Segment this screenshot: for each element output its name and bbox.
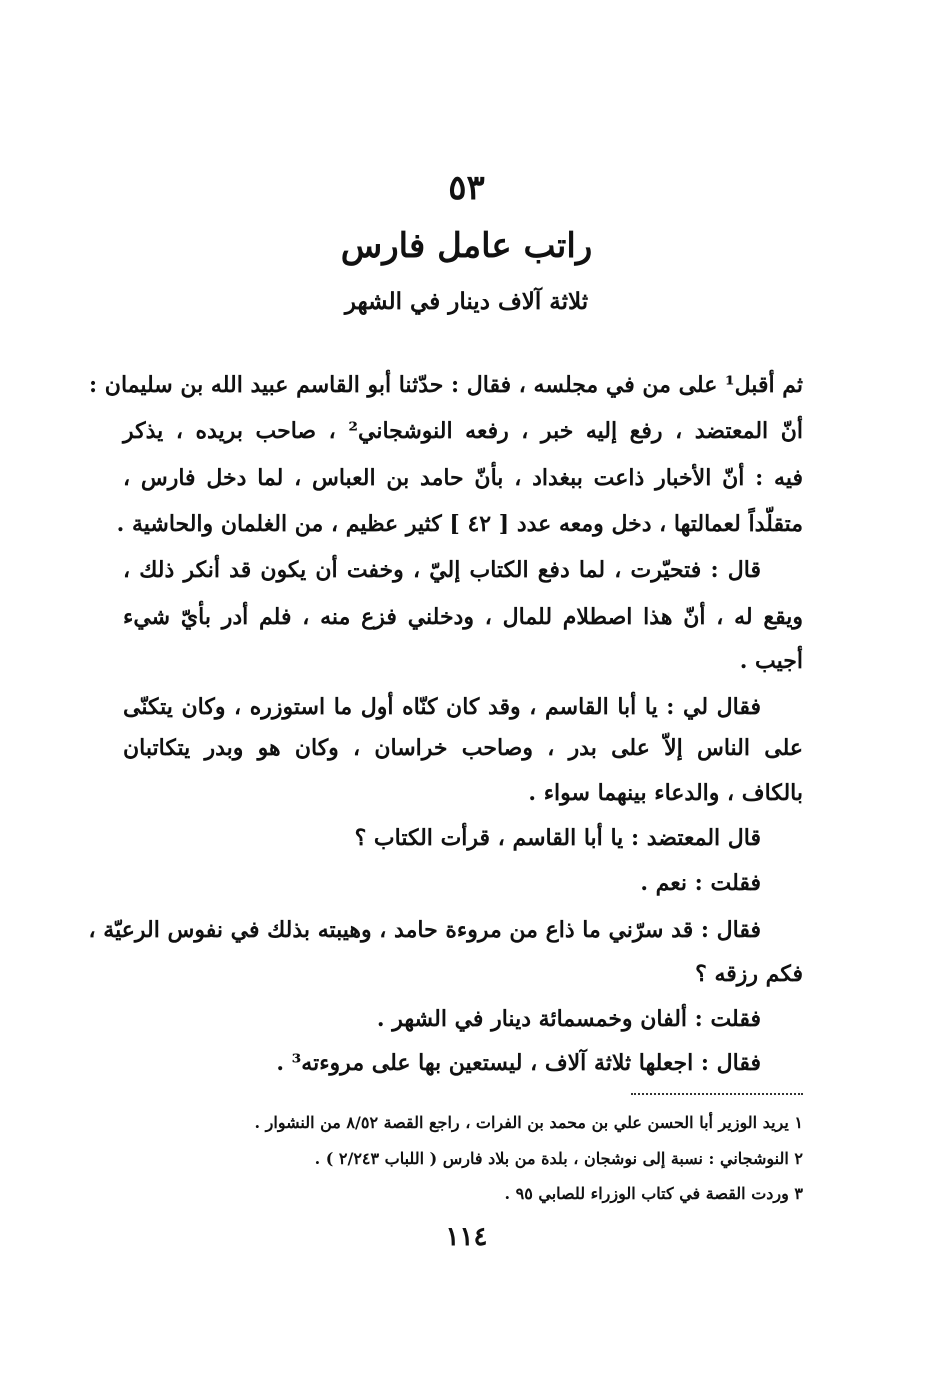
text-line: قال المعتضد : يا أبا القاسم ، قرأت الكتاب ؟ <box>354 825 761 851</box>
page-subtitle: ثلاثة آلاف دينار في الشهر <box>344 288 589 315</box>
page-title: راتب عامل فارس <box>340 226 593 266</box>
text-line: فقلت : ألفان وخمسمائة دينار في الشهر . <box>376 1006 761 1032</box>
text-line: قال : فتحيّرت ، لما دفع الكتاب إليّ ، وخفت أن يكون قد أنكر ذلك ، <box>123 557 761 583</box>
text-line: فقال لي : يا أبا القاسم ، وقد كان كنّاه أول ما استوزره ، وكان يتكنّى <box>123 694 761 720</box>
text-line: فكم رزقه ؟ <box>695 961 803 987</box>
text-line: ثم أقبل¹ على من في مجلسه ، فقال : حدّثنا أبو القاسم عبيد الله بن سليمان : <box>89 372 803 398</box>
text-line: فقلت : نعم . <box>640 870 761 896</box>
footnote-divider <box>631 1093 803 1095</box>
text-line: فقال : قد سرّني ما ذاع من مروءة حامد ، وهيبته بذلك في نفوس الرعيّة ، <box>88 917 761 943</box>
footnote: ٢ النوشجاني : نسبة إلى نوشجان ، بلدة من بلاد فارس ( اللباب ٢/٢٤٣ ) . <box>314 1149 803 1168</box>
text-line: ويقع له ، أنّ هذا اصطلام للمال ، ودخلني فزع منه ، فلم أدر بأيّ شيء <box>123 604 803 630</box>
text-line: متقلّداً لعمالتها ، دخل ومعه عدد [ ٤٢ ] كثير عظيم ، من الغلمان والحاشية . <box>116 511 803 537</box>
page-number: ١١٤ <box>445 1222 488 1252</box>
text-line: أجيب . <box>739 648 803 674</box>
text-line: فقال : اجعلها ثلاثة آلاف ، ليستعين بها على مروءته³ . <box>276 1050 761 1076</box>
text-line: فيه : أنّ الأخبار ذاعت ببغداد ، بأنّ حامد بن العباس ، لما دخل فارس ، <box>123 465 803 491</box>
text-line: على الناس إلاّ على بدر ، وصاحب خراسان ، وكان هو وبدر يتكاتبان <box>123 735 803 761</box>
text-line: بالكاف ، والدعاء بينهما سواء . <box>528 780 803 806</box>
text-line: أنّ المعتضد ، رفع إليه خبر ، رفعه النوشجاني² ، صاحب بريده ، يذكر <box>123 418 804 444</box>
story-number: ٥٣ <box>448 168 485 208</box>
footnote: ٣ وردت القصة في كتاب الوزراء للصابي ٩٥ . <box>504 1184 803 1203</box>
footnote: ١ يريد الوزير أبا الحسن علي بن محمد بن الفرات ، راجع القصة ٨/٥٢ من النشوار . <box>254 1113 803 1132</box>
